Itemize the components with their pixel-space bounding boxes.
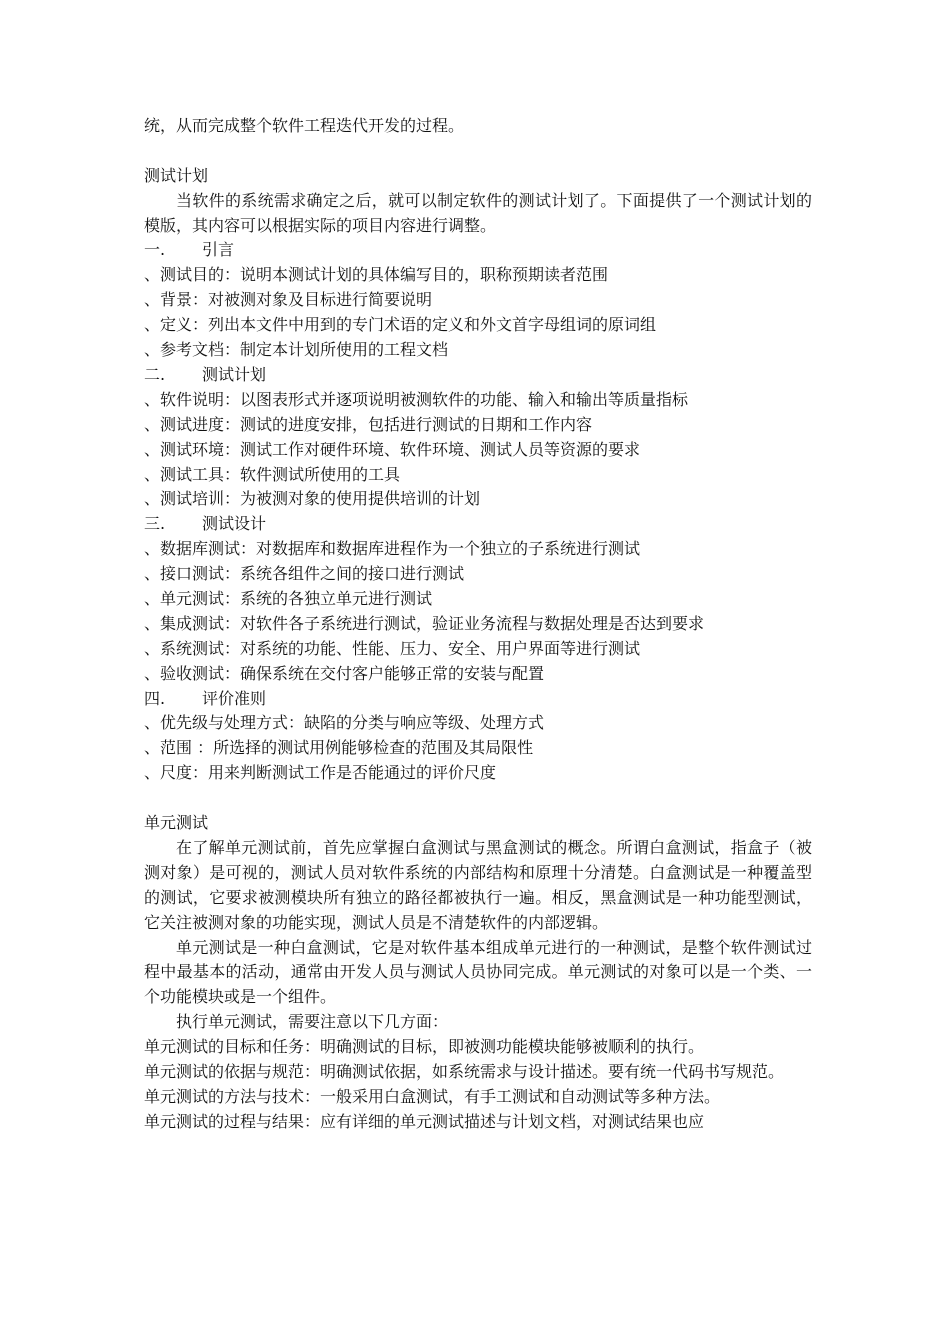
list-item: 、测试培训：为被测对象的使用提供培训的计划 <box>144 489 481 509</box>
section-number: 一. <box>144 240 166 260</box>
list-item: 、单元测试：系统的各独立单元进行测试 <box>144 588 433 608</box>
section-title: 测试计划 <box>202 364 267 384</box>
test-plan-paragraph: 当软件的系统需求确定之后，就可以制定软件的测试计划了。下面提供了一个测试计划的模版，其内容可以根据实际的项目内容进行调整。 <box>144 190 812 235</box>
list-item: 、接口测试：系统各组件之间的接口进行测试 <box>144 564 465 584</box>
list-item: 、测试目的：说明本测试计划的具体编写目的，职称预期读者范围 <box>144 265 609 285</box>
list-item: 、背景：对被测对象及目标进行简要说明 <box>144 290 433 310</box>
section-number: 二. <box>144 364 166 384</box>
unit-test-paragraph: 在了解单元测试前，首先应掌握白盒测试与黑盒测试的概念。所谓白盒测试，指盒子（被测对象）是可视的，测试人员对软件系统的内部结构和原理十分清楚。白盒测试是一种覆盖型的测试，它要求被测模块所有独立的路径都被执行一遍。相反，黑盒测试是一种功能型测试，它关注被测对象的功能实现，测试人员是不清楚软件的内部逻辑。 <box>144 837 812 932</box>
section-heading <box>144 238 812 263</box>
list-item: 、定义：列出本文件中用到的专门术语的定义和外文首字母组词的原词组 <box>144 315 657 335</box>
section-heading <box>144 687 812 712</box>
section-number: 四. <box>144 688 166 708</box>
unit-test-point: 单元测试的过程与结果：应有详细的单元测试描述与计划文档，对测试结果也应 <box>144 1111 705 1131</box>
section-title: 评价准则 <box>202 688 267 708</box>
section-heading <box>144 512 812 537</box>
list-item: 、测试环境：测试工作对硬件环境、软件环境、测试人员等资源的要求 <box>144 439 641 459</box>
list-item: 、范围 ：所选择的测试用例能够检查的范围及其局限性 <box>144 738 534 758</box>
section-number: 三. <box>144 514 166 534</box>
list-item: 、参考文档：制定本计划所使用的工程文档 <box>144 340 449 360</box>
intro-tail-text: 统，从而完成整个软件工程迭代开发的过程。 <box>144 116 465 135</box>
list-item: 、测试工具：软件测试所使用的工具 <box>144 464 401 484</box>
list-item: 、数据库测试：对数据库和数据库进程作为一个独立的子系统进行测试 <box>144 539 641 559</box>
unit-test-point: 单元测试的目标和任务：明确测试的目标，即被测功能模块能够被顺利的执行。 <box>144 1037 705 1057</box>
section-title: 引言 <box>202 240 235 260</box>
list-item: 、系统测试：对系统的功能、性能、压力、安全、用户界面等进行测试 <box>144 638 641 658</box>
list-item: 、验收测试：确保系统在交付客户能够正常的安装与配置 <box>144 663 545 683</box>
document-body <box>144 114 812 1135</box>
unit-test-point: 单元测试的依据与规范：明确测试依据，如系统需求与设计描述。要有统一代码书写规范。 <box>144 1062 785 1082</box>
unit-test-heading: 单元测试 <box>144 812 209 832</box>
section-heading <box>144 363 812 388</box>
list-item: 、测试进度：测试的进度安排，包括进行测试的日期和工作内容 <box>144 414 593 434</box>
list-item: 、尺度：用来判断测试工作是否能通过的评价尺度 <box>144 763 497 783</box>
list-item: 、优先级与处理方式：缺陷的分类与响应等级、处理方式 <box>144 713 545 733</box>
list-item: 、软件说明：以图表形式并逐项说明被测软件的功能、输入和输出等质量指标 <box>144 389 689 409</box>
unit-test-paragraph: 单元测试是一种白盒测试，它是对软件基本组成单元进行的一种测试，是整个软件测试过程中最基本的活动，通常由开发人员与测试人员协同完成。单元测试的对象可以是一个类、一个功能模块或是一个组件。 <box>144 937 812 1007</box>
unit-test-point: 单元测试的方法与技术：一般采用白盒测试，有手工测试和自动测试等多种方法。 <box>144 1086 721 1106</box>
test-plan-heading: 测试计划 <box>144 165 209 185</box>
section-title: 测试设计 <box>202 514 267 534</box>
unit-test-paragraph: 执行单元测试，需要注意以下几方面： <box>176 1012 449 1032</box>
blank-line <box>144 786 812 811</box>
list-item: 、集成测试：对软件各子系统进行测试，验证业务流程与数据处理是否达到要求 <box>144 613 705 633</box>
blank-line <box>144 139 812 164</box>
